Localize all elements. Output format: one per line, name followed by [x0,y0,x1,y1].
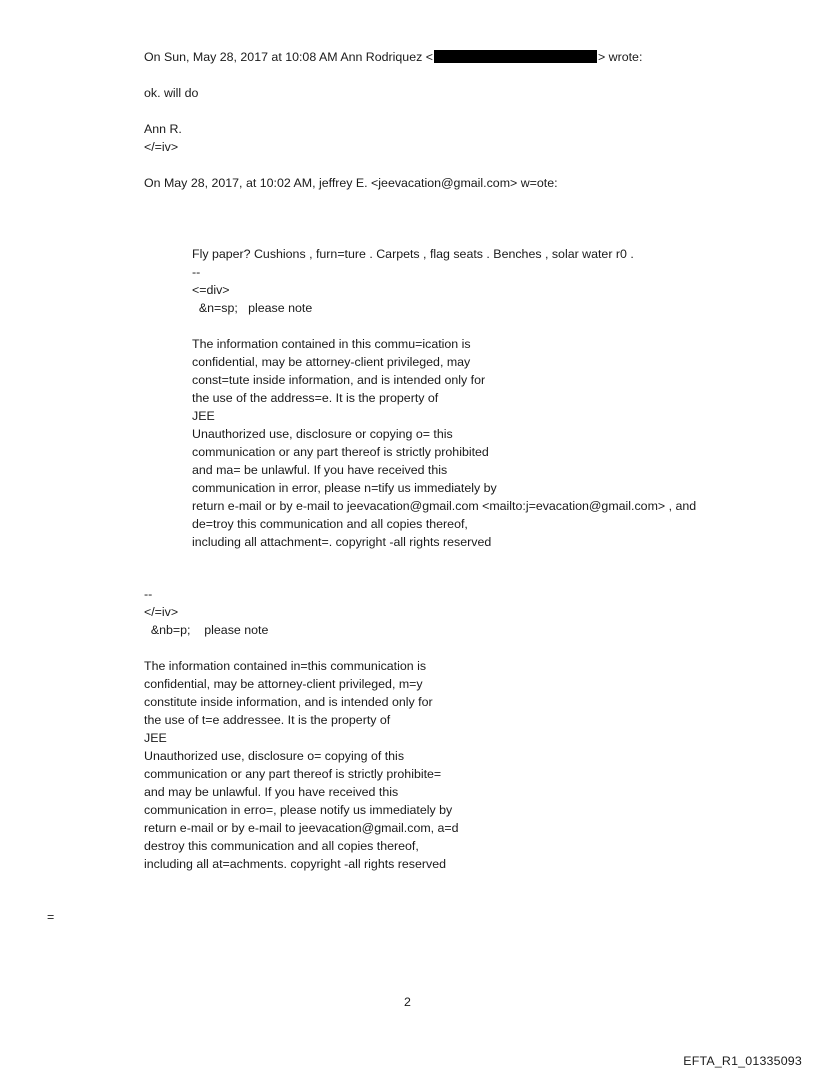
quoted-text-line: Unauthorized use, disclosure or copying o= this [192,427,453,441]
disclaimer-text-line: including all at=achments. copyright -all rights reserved [144,857,446,871]
disclaimer-text-line: communication in erro=, please notify us immediately by [144,803,453,817]
quoted-header: On May 28, 2017, at 10:02 AM, jeffrey E. <jeevacation@gmail.com> w=ote: [144,176,558,190]
disclaimer-text-line: -- [144,587,153,601]
email-header-line [144,48,642,66]
quoted-text-line: Fly paper? Cushions , furn=ture . Carpets , flag seats . Benches , solar water r0 . [192,247,634,261]
disclaimer-text-line: The information contained in=this communication is [144,659,427,673]
redaction-bar [434,50,597,63]
quoted-text-line: return e-mail or by e-mail to jeevacation@gmail.com <mailto:j=evacation@gmail.com> , and [192,499,697,513]
quoted-text-line: The information contained in this commu=ication is [192,337,471,351]
disclaimer-text-line: constitute inside information, and is intended only for [144,695,433,709]
quoted-text-line: -- [192,265,201,279]
quoted-text-line: de=troy this communication and all copies thereof, [192,517,468,531]
email-header-suffix: > wrote: [597,50,643,64]
disclaimer-text-line: and may be unlawful. If you have received this [144,785,399,799]
disclaimer-text-line: return e-mail or by e-mail to jeevacation@gmail.com, a=d [144,821,459,835]
quoted-text-line: <=div> [192,283,230,297]
page-number: 2 [404,995,411,1009]
document-id: EFTA_R1_01335093 [683,1054,802,1068]
quoted-text-line: communication or any part thereof is strictly prohibited [192,445,489,459]
disclaimer-text-line: &nb=p; please note [144,623,269,637]
quoted-text-line: confidential, may be attorney-client privileged, may [192,355,471,369]
reply-signature: Ann R. [144,122,182,136]
disclaimer-text-line: JEE [144,731,167,745]
quoted-text-line: and ma= be unlawful. If you have received this [192,463,448,477]
reply-body: ok. will do [144,86,199,100]
disclaimer-text-line: Unauthorized use, disclosure o= copying of this [144,749,405,763]
reply-tag: </=iv> [144,140,179,154]
quoted-text-line: communication in error, please n=tify us immediately by [192,481,497,495]
quoted-text-line: &n=sp; please note [192,301,313,315]
disclaimer-text-line: confidential, may be attorney-client privileged, m=y [144,677,423,691]
disclaimer-text-line: destroy this communication and all copies thereof, [144,839,419,853]
disclaimer-text-line: </=iv> [144,605,179,619]
stray-character: = [47,910,55,924]
email-header-prefix: On Sun, May 28, 2017 at 10:08 AM Ann Rodriquez < [144,50,433,64]
quoted-text-line: the use of the address=e. It is the property of [192,391,439,405]
quoted-text-line: const=tute inside information, and is intended only for [192,373,486,387]
disclaimer-text-line: the use of t=e addressee. It is the property of [144,713,391,727]
quoted-text-line: JEE [192,409,215,423]
quoted-text-line: including all attachment=. copyright -all rights reserved [192,535,492,549]
disclaimer-text-line: communication or any part thereof is strictly prohibite= [144,767,442,781]
